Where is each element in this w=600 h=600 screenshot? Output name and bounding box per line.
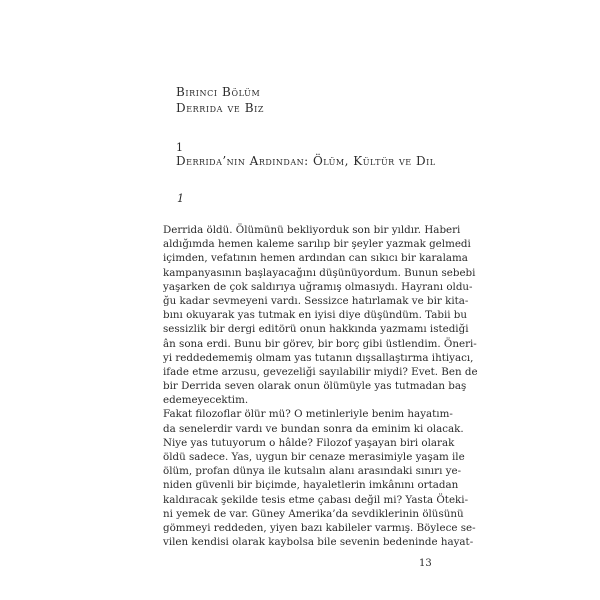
body-line: da senelerdir vardı ve bundan sonra da eminim ki olacak.	[163, 422, 464, 435]
body-line: içimden, vefatının hemen ardından can sıkıcı bir karalama	[163, 252, 468, 265]
body-line: sessizlik bir dergi editörü onun hakkında yazmamı istediği	[163, 323, 469, 336]
body-line: Fakat filozoflar ölür mü? O metinleriyle benim hayatım-	[163, 408, 453, 421]
body-line: kampanyasının başlayacağını düşünüyordum. Bunun sebebi	[163, 266, 476, 279]
body-line: ni yemek de var. Güney Amerika’da sevdiklerinin ölüsünü	[163, 507, 464, 520]
body-line: bir Derrida seven olarak onun ölümüyle yas tutmadan baş	[163, 380, 467, 393]
part-heading	[176, 84, 264, 116]
body-line: ân sona erdi. Bunu bir görev, bir borç gibi üstlendim. Öneri-	[163, 337, 477, 350]
body-line: yaşarken de çok saldırıya uğramış olmasıydı. Hayranı oldu-	[163, 280, 473, 293]
section-number: 1	[176, 141, 183, 154]
body-line: bını okuyarak yas tutmak en iyisi diye düşündüm. Tabii bu	[163, 309, 468, 322]
body-text	[163, 223, 478, 549]
body-line: gömmeyi reddeden, yiyen bazı kabileler varmış. Böylece se-	[163, 521, 476, 534]
body-line: Derrida öldü. Ölümünü bekliyorduk son bir yıldır. Haberi	[163, 224, 461, 236]
part-label: Birinci Bölüm	[176, 85, 261, 99]
body-line: niden güvenli bir biçimde, hayaletlerin imkânını ortadan	[163, 479, 459, 492]
part-title: Derrida ve Biz	[176, 101, 265, 115]
body-line: kaldıracak şekilde tesis etme çabası değil mi? Yasta Öteki-	[163, 493, 469, 506]
body-line: edemeyecektim.	[163, 394, 249, 407]
body-line: vilen kendisi olarak kaybolsa bile sevenin bedeninde hayat-	[163, 536, 474, 549]
body-line: ğu kadar sevmeyeni vardı. Sessizce hatırlamak ve bir kita-	[163, 294, 469, 307]
body-line: ölüm, profan dünya ile kutsalın alanı arasındaki sınırı ye-	[163, 465, 462, 478]
body-line: yi reddedememiş olmam yas tutanın dışsallaştırma ihtiyacı,	[163, 351, 474, 364]
body-line: öldü sadece. Yas, uygun bir cenaze merasimiyle yaşam ile	[163, 451, 465, 463]
body-line: Niye yas tutuyorum o hâlde? Filozof yaşayan biri olarak	[163, 436, 455, 449]
section-title: Derrida’nın Ardından: Ölüm, Kültür ve Dil	[176, 154, 436, 168]
subsection-number: 1	[177, 192, 184, 205]
body-line: ifade etme arzusu, gevezeliği sayılabilir miydi? Evet. Ben de	[163, 365, 478, 378]
body-line: aldığımda hemen kaleme sarılıp bir şeyler yazmak gelmedi	[163, 238, 471, 251]
page-number: 13	[419, 558, 432, 569]
